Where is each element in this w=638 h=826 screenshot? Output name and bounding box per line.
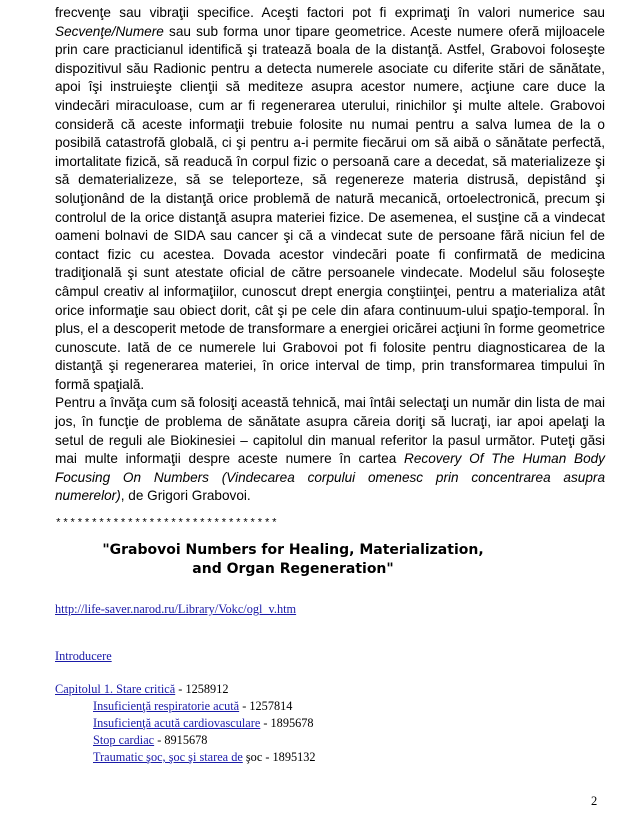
text-run: sau sub forma unor tipare geometrice. Aceste numere oferă mijloacele prin care practicianul identifică şi tratează boala de la distanţă. Astfel, Grabovoi foloseşte dispozitivul său Radionic pentru a detecta numerele asociate cu diferite stări de sănătate, apoi îşi instruieşte clienţii să mediteze asupra acestor numere, acţiune care duce la vindecări miraculoase, cum ar fi regenerarea uterului, rinichilor şi multe altele. Grabovoi consideră că aceste informaţii trebuie folosite nu numai pentru a salva lumea de la o posibilă catastrofă globală, ci şi pentru a-i permite fiecărui om să aibă o sănătate perfectă, imortalitate fizică, să readucă în corpul fizic o persoană care a decedat, să materializeze şi să dematerializeze, să se teleporteze, să regenereze materia distrusă, depistând şi soluţionând de la distanţă orice problemă de natură mecanică, ortoelectronică, precum şi controlul de la orice distanţă asupra materiei fizice. De asemenea, el susţine că a vindecat oameni bolnavi de SIDA sau cancer şi că a vindecat sute de persoane fără niciun fel de contact fizic cu acestea. Dovada acestor vindecări poate fi confirmată de medicina tradiţională şi sunt atestate oficial de către persoanele vindecate. Modelul său foloseşte câmpul creativ al informaţiilor, cunoscut drept energia conştiinţei, pentru a materializa atât orice informaţie sau obiect dorit, cât şi pe cele din afara continuum-ului spaţio-temporal. În plus, el a descoperit metode de transformare a energiei oricărei acţiuni în forme geometrice cunoscute. Iată de ce numerele lui Grabovoi pot fi folosite pentru diagnosticarea de la distanţă şi regenerarea materiei, în orice interval de timp, prin transformarea timpului în formă spaţială. <box>55 23 605 392</box>
section-heading <box>73 541 513 579</box>
chapter-code: - 1258912 <box>175 682 229 697</box>
italic-run: Secvenţe/Numere <box>55 23 164 39</box>
list-item <box>55 715 605 732</box>
text-run: Pentru a învăţa cum să folosiţi această tehnică, mai întâi selectaţi un număr din lista de mai jos, în funcţie de problema de sănătate asupra căreia doriţi să lucraţi, iar apoi apelaţi la setul de reguli ale Biokinesiei – capitolul din manual referitor la pasul următor. Puteţi găsi mai multe informaţii despre aceste numere în cartea <box>55 395 605 467</box>
chapter-link[interactable]: Capitolul 1. Stare critică <box>55 682 176 697</box>
sub-item-code: - 8915678 <box>154 733 208 748</box>
intro-link[interactable]: Introducere <box>55 649 112 664</box>
heading-line-1: "Grabovoi Numbers for Healing, Materialization, <box>102 542 484 559</box>
body-text <box>55 0 605 506</box>
sub-item-code: şoc - 1895132 <box>242 750 316 765</box>
sub-item-link[interactable]: Insuficienţă acută cardiovasculare <box>93 716 261 731</box>
sub-item-code: - 1257814 <box>239 699 293 714</box>
source-url-line <box>55 601 605 618</box>
paragraph-1 <box>55 4 605 394</box>
chapter-line <box>55 681 605 698</box>
list-item <box>55 698 605 715</box>
text-run: , de Grigori Grabovoi. <box>120 488 251 504</box>
paragraph-2 <box>55 394 605 506</box>
text-run: frecvenţe sau vibraţii specifice. Aceşti factori pot fi exprimaţi în valori numerice sau <box>55 5 605 20</box>
list-item <box>55 749 605 766</box>
page-number: 2 <box>591 794 598 808</box>
list-item <box>55 732 605 749</box>
intro-line <box>55 648 605 665</box>
sub-item-link[interactable]: Traumatic şoc, şoc şi starea de <box>93 750 243 765</box>
sub-item-link[interactable]: Stop cardiac <box>93 733 155 748</box>
source-link[interactable]: http://life-saver.narod.ru/Library/Vokc/ogl_v.htm <box>55 602 297 617</box>
document-page <box>55 0 605 766</box>
sub-item-code: - 1895678 <box>260 716 314 731</box>
book-title: Recovery Of The Human Body Focusing On Numbers (Vindecarea corpului omenesc prin concentrarea asupra numerelor) <box>55 451 605 504</box>
sub-item-link[interactable]: Insuficienţă respiratorie acută <box>93 699 240 714</box>
heading-line-2: and Organ Regeneration" <box>192 561 394 578</box>
separator-line: ******************************* <box>55 518 279 531</box>
